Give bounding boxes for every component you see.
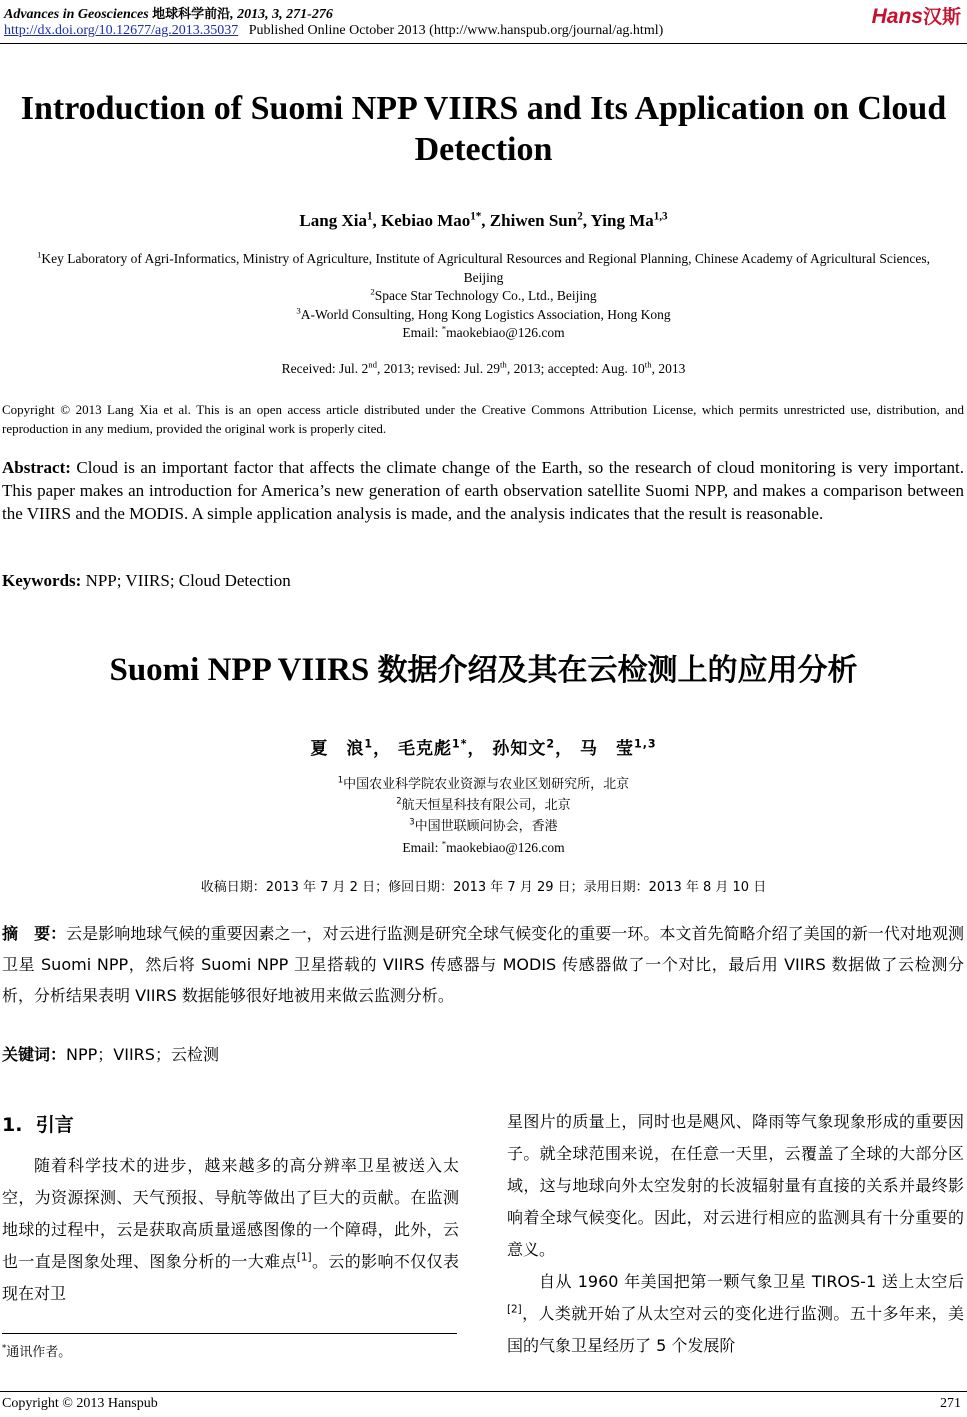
author-sup: 1: [364, 737, 374, 751]
volume-info: , 2013, 3, 271-276: [230, 7, 333, 22]
date-revised: , 2013; revised: Jul. 29: [377, 361, 500, 376]
author-sup: 2: [546, 737, 556, 751]
date-sup: th: [500, 359, 507, 370]
paragraph: [2, 1150, 459, 1310]
abstract-cn-label: 摘 要：: [2, 924, 67, 943]
citation-ref[interactable]: [1]: [296, 1251, 312, 1264]
author-list-cn: 夏 浪$^1$， 毛克彪$^{1*}$， 孙知文$^2$， 马 莹$^{1,3}$: [310, 737, 657, 759]
published-online: Published Online October 2013 (http://www.hanspub.org/journal/ag.html): [248, 23, 664, 38]
dates-cn: 收稿日期：2013 年 7 月 2 日；修回日期：2013 年 7 月 29 日；录用日期：2013 年 8 月 10 日: [200, 880, 767, 895]
aff-text: 中国世联顾问协会，香港: [414, 819, 558, 834]
date-sup: th: [644, 359, 652, 370]
aff-sup: 3: [296, 305, 301, 316]
email-label: Email:: [402, 840, 442, 855]
affiliation-1-en: [0, 249, 967, 287]
date-tail: , 2013: [651, 361, 686, 376]
email-address[interactable]: maokebiao@126.com: [446, 840, 565, 855]
citation-ref[interactable]: [2]: [507, 1303, 522, 1316]
author-name-cn: 马 莹: [580, 739, 635, 759]
copyright-notice: Copyright © 2013 Lang Xia et al. This is an open access article distributed under the Creative Commons Attribution License, which permits unrestricted use, distribution, and reproduction in any medium, provided the original work is properly cited.: [2, 402, 964, 436]
doi-link[interactable]: http://dx.doi.org/10.12677/ag.2013.35037: [4, 23, 239, 38]
date-sup: nd: [368, 359, 377, 370]
paragraph-text: 。云的影响不仅仅表现在对卫: [2, 1252, 459, 1303]
logo-text-cn: 汉斯: [922, 6, 961, 28]
footer-copyright: Copyright © 2013 Hanspub: [2, 1396, 158, 1411]
footnote-rule: [2, 1333, 457, 1334]
paper-title-en: Introduction of Suomi NPP VIIRS and Its Application on Cloud Detection: [20, 90, 947, 168]
aff-sup: 2: [396, 795, 402, 806]
publisher-logo: [872, 2, 961, 29]
author-sup: 1*: [452, 737, 468, 751]
keywords-cn: [2, 1042, 219, 1065]
author-name-cn: 夏 浪: [310, 739, 365, 759]
email-label: Email:: [402, 325, 442, 340]
paragraph-text: 自从 1960 年美国把第一颗气象卫星 TIROS-1 送上太空后: [539, 1272, 964, 1291]
journal-name: Advances in Geosciences: [4, 7, 149, 22]
date-received: Received: Jul. 2: [281, 361, 369, 376]
body-column-right: [507, 1106, 964, 1362]
author-sup: 1,3: [634, 737, 657, 751]
paragraph-text: 随着科学技术的进步，越来越多的高分辨率卫星被送入太空，为资源探测、天气预报、导航等做出了巨大的贡献。在监测地球的过程中，云是获取高质量遥感图像的一个障碍，此外，云也一直是图象处理、图象分析的一大难点: [2, 1156, 459, 1271]
author-name: Zhiwen Sun: [489, 211, 578, 230]
footnote-text: 通讯作者。: [6, 1345, 72, 1360]
aff-text: 中国农业科学院农业资源与农业区划研究所，北京: [343, 777, 630, 792]
author-sup: 2: [577, 210, 583, 223]
title-cn-text: 数据介绍及其在云检测上的应用分析: [377, 653, 858, 688]
abstract-cn: [2, 918, 964, 1011]
section-number: 1.: [2, 1114, 23, 1136]
abstract-en: [2, 456, 964, 525]
author-list-en: Lang Xia$^1$, Kebiao Mao$^{1*}$, Zhiwen Sun$^2$, Ying Ma$^{1,3}$: [299, 210, 668, 230]
aff-sup: 3: [409, 816, 415, 827]
keywords-label: Keywords:: [2, 571, 82, 590]
author-name-cn: 毛克彪: [398, 739, 453, 759]
aff-text: A-World Consulting, Hong Kong Logistics Association, Hong Kong: [300, 307, 671, 322]
email-en: [0, 323, 967, 342]
paragraph-text: ，人类就开始了从太空对云的变化进行监测。五十多年来，美国的气象卫星经历了 5 个发展阶: [507, 1304, 964, 1355]
affiliation-3-cn: [0, 817, 967, 837]
aff-text: 航天恒星科技有限公司，北京: [401, 798, 571, 813]
aff-text: Space Star Technology Co., Ltd., Beijing: [374, 288, 597, 303]
title-cn-latin: Suomi NPP VIIRS: [109, 652, 378, 688]
section-title: 引言: [35, 1114, 74, 1136]
aff-text: Key Laboratory of Agri-Informatics, Ministry of Agriculture, Institute of Agricultural Resources and Regional Planning, Chinese Academy of Agricultural Sciences, Beijing: [41, 251, 930, 285]
paragraph: 星图片的质量上，同时也是飓风、降雨等气象现象形成的重要因子。就全球范围来说，在任意一天里，云覆盖了全球的大部分区域，这与地球向外太空发射的长波辐射量有直接的关系并最终影响着全球气候变化。因此，对云进行相应的监测具有十分重要的意义。: [507, 1112, 964, 1259]
author-sup: 1*: [470, 210, 482, 223]
author-name: Lang Xia: [299, 211, 367, 230]
keywords-cn-text: NPP；VIIRS；云检测: [66, 1045, 219, 1064]
author-sup: 1: [366, 210, 373, 223]
email-sup: *: [441, 838, 447, 849]
keywords-cn-label: 关键词：: [2, 1045, 67, 1064]
affiliation-1-cn: [0, 775, 967, 795]
aff-sup: 1: [337, 774, 344, 785]
author-name: Kebiao Mao: [381, 211, 471, 230]
paragraph: [507, 1266, 964, 1362]
footnote: [2, 1341, 71, 1360]
dates-en: [0, 359, 967, 378]
email-cn: [0, 838, 967, 857]
affiliation-2-cn: [0, 796, 967, 816]
journal-name-cn: 地球科学前沿: [152, 7, 231, 22]
footer-rule: [0, 1391, 967, 1392]
abstract-text: Cloud is an important factor that affects the climate change of the Earth, so the research of cloud monitoring is very important. This paper makes an introduction for America’s new generation of earth observation satellite Suomi NPP, and makes a comparison between the VIIRS and the MODIS. A simple application analysis is made, and the analysis indicates that the result is reasonable.: [2, 458, 964, 523]
footnote-sup: *: [2, 1342, 7, 1353]
author-name: Ying Ma: [590, 211, 654, 230]
paper-title-cn: [0, 645, 967, 689]
logo-text-en: Hans: [871, 5, 923, 28]
author-name-cn: 孙知文: [492, 739, 547, 759]
page-number: 271: [940, 1396, 961, 1411]
section-heading: [2, 1110, 74, 1137]
body-column-left: [2, 1150, 459, 1310]
aff-sup: 2: [370, 286, 375, 297]
keywords-en: [2, 571, 291, 591]
date-accepted: , 2013; accepted: Aug. 10: [506, 361, 645, 376]
author-sup: 1,3: [653, 210, 668, 223]
keywords-text: NPP; VIIRS; Cloud Detection: [81, 571, 291, 590]
email-address[interactable]: maokebiao@126.com: [446, 325, 565, 340]
affiliation-3-en: [0, 305, 967, 324]
abstract-cn-text: 云是影响地球气候的重要因素之一，对云进行监测是研究全球气候变化的重要一环。本文首先简略介绍了美国的新一代对地观测卫星 Suomi NPP，然后将 Suomi NPP 卫星搭载的 VIIRS 传感器与 MODIS 传感器做了一个对比，最后用 VIIRS 数据做了云检测分析，分析结果表明 VIIRS 数据能够很好地被用来做云监测分析。: [2, 924, 964, 1005]
email-sup: *: [441, 323, 447, 334]
abstract-label: Abstract:: [2, 458, 71, 477]
affiliation-2-en: [0, 286, 967, 305]
doi-line: [4, 23, 663, 39]
header-rule: [0, 43, 967, 44]
aff-sup: 1: [37, 249, 42, 260]
journal-header: [4, 3, 333, 23]
